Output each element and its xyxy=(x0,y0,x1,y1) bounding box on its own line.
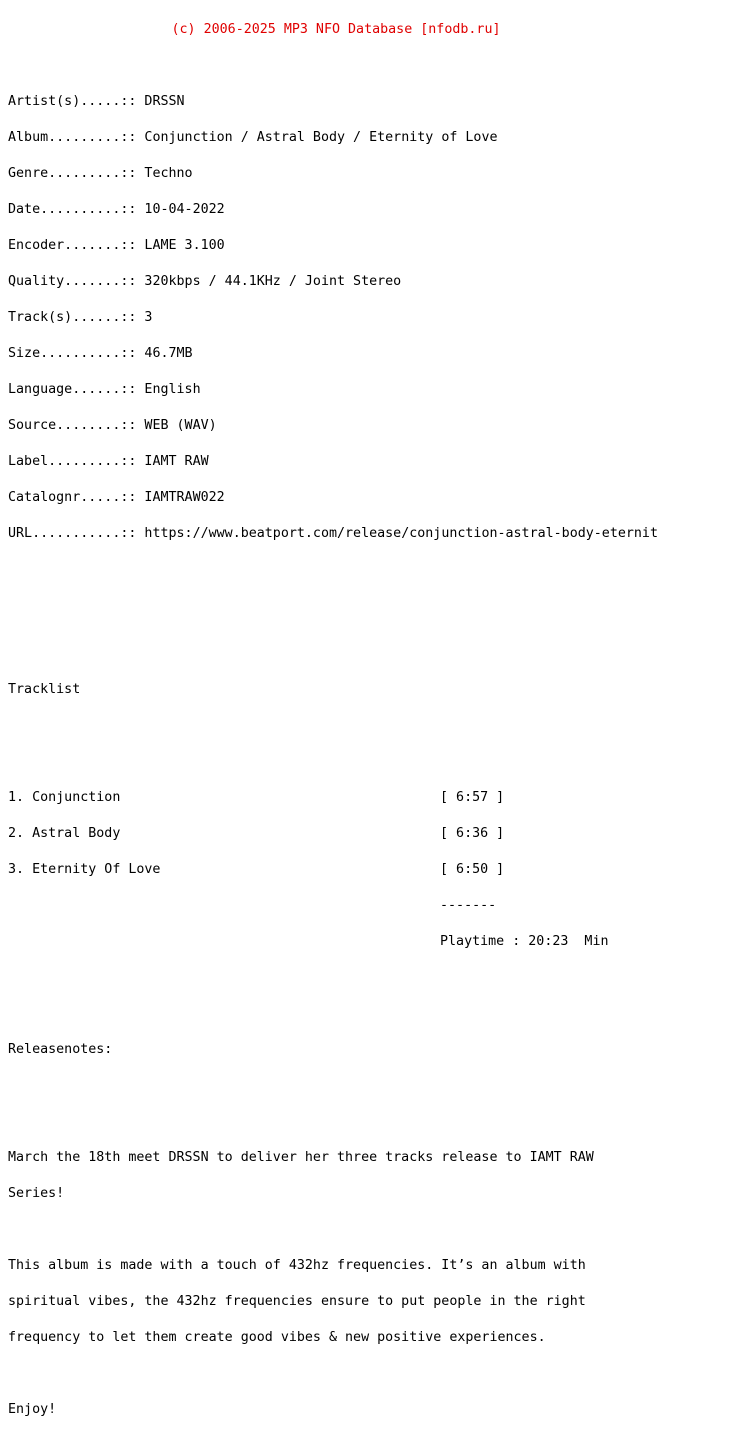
info-label: Quality.......:: xyxy=(8,274,145,289)
info-value: IAMT RAW xyxy=(144,454,209,469)
note-line xyxy=(8,1224,728,1236)
info-url xyxy=(8,528,728,540)
info-tracks xyxy=(8,312,728,324)
info-label: Album.........:: xyxy=(8,130,145,145)
info-value: WEB (WAV) xyxy=(144,418,217,433)
note-line: March the 18th meet DRSSN to deliver her three tracks release to IAMT RAW xyxy=(8,1150,594,1165)
info-label: Language......:: xyxy=(8,382,145,397)
info-source xyxy=(8,420,728,432)
nfo-document xyxy=(8,0,728,1452)
info-label: Artist(s).....:: xyxy=(8,94,145,109)
track-title: 2. Astral Body xyxy=(8,826,121,841)
track-row xyxy=(8,828,728,840)
track-title: 1. Conjunction xyxy=(8,790,121,805)
note-line: Enjoy! xyxy=(8,1402,57,1417)
info-value: Conjunction / Astral Body / Eternity of Love xyxy=(144,130,498,145)
info-value: 46.7MB xyxy=(144,346,193,361)
info-value: LAME 3.100 xyxy=(144,238,225,253)
releasenotes-heading: Releasenotes: xyxy=(8,1042,113,1057)
info-value: English xyxy=(144,382,201,397)
note-line: spiritual vibes, the 432hz frequencies ensure to put people in the right xyxy=(8,1294,586,1309)
info-value: 320kbps / 44.1KHz / Joint Stereo xyxy=(144,274,402,289)
track-row xyxy=(8,864,728,876)
releasenotes xyxy=(8,1128,728,1440)
info-label-name xyxy=(8,456,728,468)
info-value: DRSSN xyxy=(144,94,185,109)
info-language xyxy=(8,384,728,396)
info-label: URL...........:: xyxy=(8,526,145,541)
nfodb-credit: (c) 2006-2025 MP3 NFO Database [nfodb.ru] xyxy=(171,22,501,37)
tracklist xyxy=(8,768,728,972)
tracklist-divider: ------- xyxy=(440,898,497,913)
info-artist xyxy=(8,96,728,108)
playtime: Playtime : 20:23 Min xyxy=(440,934,609,949)
playtime-row xyxy=(8,936,728,948)
divider-row xyxy=(8,900,728,912)
info-catalognr xyxy=(8,492,728,504)
info-label: Source........:: xyxy=(8,418,145,433)
info-value: Techno xyxy=(144,166,193,181)
info-value: 3 xyxy=(144,310,153,325)
info-value: 10-04-2022 xyxy=(144,202,225,217)
note-line: This album is made with a touch of 432hz frequencies. It’s an album with xyxy=(8,1258,586,1273)
note-line: Series! xyxy=(8,1186,65,1201)
spacer xyxy=(8,720,728,732)
track-time: [ 6:36 ] xyxy=(440,826,505,841)
info-url-value: https://www.beatport.com/release/conjunction-astral-body-eternit xyxy=(144,526,658,541)
track-title: 3. Eternity Of Love xyxy=(8,862,161,877)
note-line: frequency to let them create good vibes & new positive experiences. xyxy=(8,1330,546,1345)
spacer xyxy=(8,600,728,612)
info-label: Encoder.......:: xyxy=(8,238,145,253)
info-label: Date..........:: xyxy=(8,202,145,217)
spacer xyxy=(8,1008,728,1020)
track-time: [ 6:57 ] xyxy=(440,790,505,805)
spacer xyxy=(8,1080,728,1092)
info-encoder xyxy=(8,240,728,252)
info-quality xyxy=(8,276,728,288)
info-genre xyxy=(8,168,728,180)
info-label: Track(s)......:: xyxy=(8,310,145,325)
info-label: Genre.........:: xyxy=(8,166,145,181)
release-info xyxy=(8,72,728,564)
note-line xyxy=(8,1368,728,1380)
tracklist-heading: Tracklist xyxy=(8,682,81,697)
info-date xyxy=(8,204,728,216)
info-album xyxy=(8,132,728,144)
info-size xyxy=(8,348,728,360)
info-label: Size..........:: xyxy=(8,346,145,361)
track-row xyxy=(8,792,728,804)
info-label: Catalognr.....:: xyxy=(8,490,145,505)
spacer xyxy=(8,636,728,648)
info-value: IAMTRAW022 xyxy=(144,490,225,505)
track-time: [ 6:50 ] xyxy=(440,862,505,877)
info-label: Label.........:: xyxy=(8,454,145,469)
